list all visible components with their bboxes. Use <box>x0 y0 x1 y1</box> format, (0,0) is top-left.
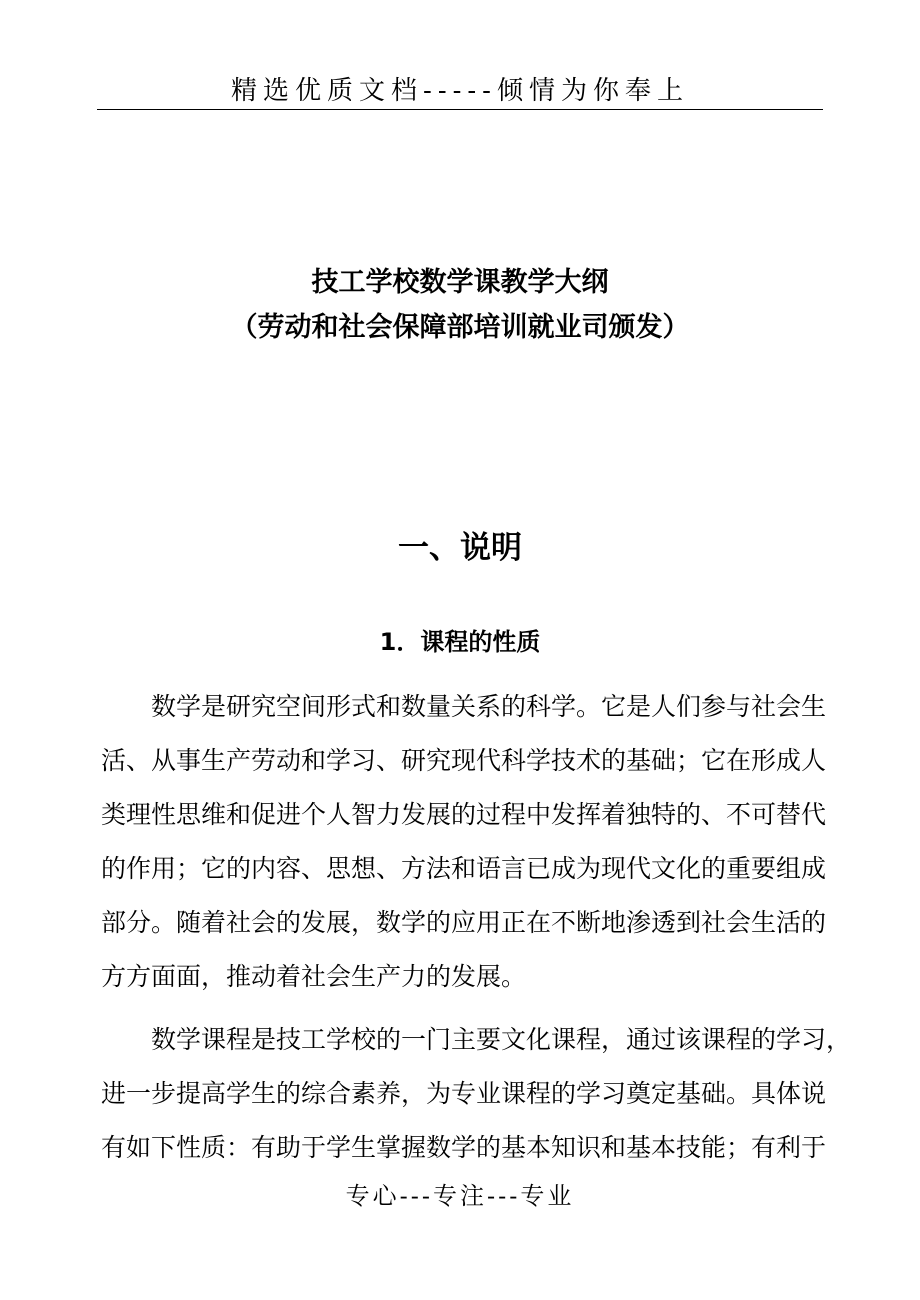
paragraph-line: 数学是研究空间形式和数量关系的科学。它是人们参与社会生 <box>101 692 827 721</box>
document-issuer: （劳动和社会保障部培训就业司颁发） <box>230 312 690 343</box>
subsection-heading: 1．课程的性质 <box>379 628 541 656</box>
document-title: 技工学校数学课教学大纲 <box>311 267 609 298</box>
section-heading: 一、说明 <box>398 530 522 566</box>
paragraph-1 <box>101 680 827 1004</box>
paragraph-line: 进一步提高学生的综合素养，为专业课程的学习奠定基础。具体说 <box>101 1079 827 1108</box>
paragraph-line: 部分。随着社会的发展，数学的应用正在不断地渗透到社会生活的 <box>101 908 827 937</box>
paragraph-line: 数学课程是技工学校的一门主要文化课程，通过该课程的学习， <box>101 1025 852 1054</box>
page-footer: 专心---专注---专业 <box>345 1182 575 1210</box>
paragraph-line: 方方面面，推动着社会生产力的发展。 <box>101 962 527 991</box>
paragraph-line: 的作用；它的内容、思想、方法和语言已成为现代文化的重要组成 <box>101 854 827 883</box>
paragraph-line: 活、从事生产劳动和学习、研究现代科学技术的基础；它在形成人 <box>101 746 827 775</box>
paragraph-2 <box>101 1013 852 1175</box>
page-header: 精选优质文档-----倾情为你奉上 <box>231 76 689 106</box>
paragraph-line: 类理性思维和促进个人智力发展的过程中发挥着独特的、不可替代 <box>101 800 827 829</box>
paragraph-line: 有如下性质：有助于学生掌握数学的基本知识和基本技能；有利于 <box>101 1133 827 1162</box>
header-divider <box>97 109 823 110</box>
